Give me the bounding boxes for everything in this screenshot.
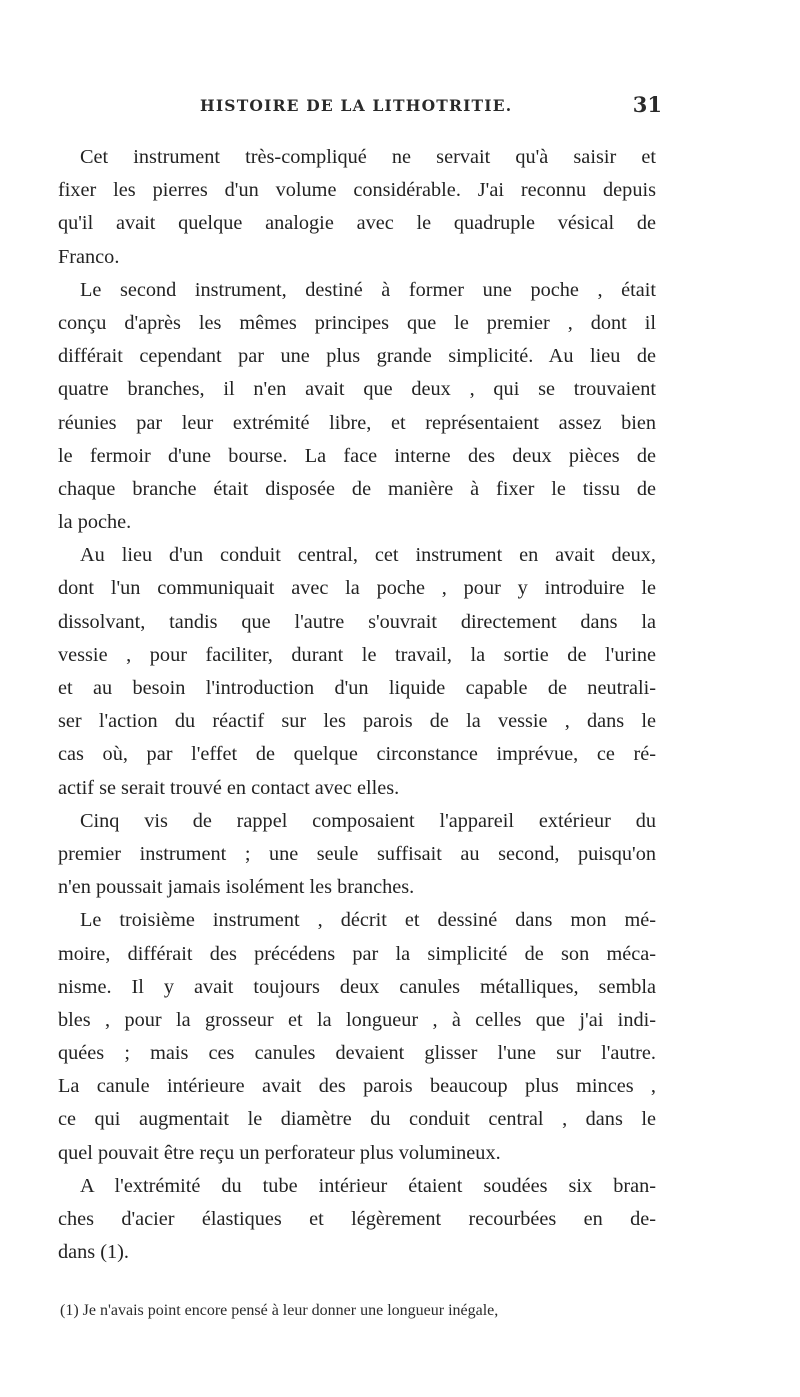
page-number: 31 [632,92,662,117]
text-line: ce qui augmentait le diamètre du conduit central , dans le [58,1108,656,1131]
text-line: dissolvant, tandis que l'autre s'ouvrait directement dans la [58,610,656,633]
text-line: Le troisième instrument , décrit et dessiné dans mon mé- [80,909,656,932]
text-line: nisme. Il y avait toujours deux canules métalliques, sembla [58,975,656,998]
running-title: HISTOIRE DE LA LITHOTRITIE. [200,96,513,115]
text-line: différait cependant par une plus grande simplicité. Au lieu de [58,345,656,368]
text-line: moire, différait des précédens par la simplicité de son méca- [58,942,656,965]
text-line: vessie , pour faciliter, durant le travail, la sortie de l'urine [58,643,656,666]
text-line: bles , pour la grosseur et la longueur , à celles que j'ai indi- [58,1008,656,1031]
text-line: conçu d'après les mêmes principes que le premier , dont il [58,311,656,334]
text-line: Cinq vis de rappel composaient l'appareil extérieur du [80,809,656,832]
text-line: Au lieu d'un conduit central, cet instrument en avait deux, [80,544,656,567]
text-line: fixer les pierres d'un volume considérable. J'ai reconnu depuis [58,179,656,202]
text-line: Cet instrument très-compliqué ne servait qu'à saisir et [80,146,656,168]
body-text [58,141,656,1269]
text-line: Franco. [58,245,120,268]
text-line: n'en poussait jamais isolément les branches. [58,876,415,899]
text-line: A l'extrémité du tube intérieur étaient soudées six bran- [80,1174,656,1197]
text-line: Le second instrument, destiné à former une poche , était [80,278,656,301]
text-line: le fermoir d'une bourse. La face interne des deux pièces de [58,444,656,467]
text-line: réunies par leur extrémité libre, et représentaient assez bien [58,411,656,434]
text-line: dans (1). [58,1241,129,1264]
text-line: dont l'un communiquait avec la poche , pour y introduire le [58,577,656,600]
page-header [196,92,662,124]
text-line: ser l'action du réactif sur les parois de la vessie , dans le [58,710,656,733]
text-line: premier instrument ; une seule suffisait au second, puisqu'on [58,842,656,865]
text-line: la poche. [58,511,132,534]
text-line: quées ; mais ces canules devaient glisser l'une sur l'autre. [58,1042,656,1065]
text-line: qu'il avait quelque analogie avec le quadruple vésical de [58,212,656,235]
text-line: actif se serait trouvé en contact avec elles. [58,776,400,799]
text-line: cas où, par l'effet de quelque circonstance imprévue, ce ré- [58,743,656,766]
text-line: chaque branche était disposée de manière à fixer le tissu de [58,477,656,500]
footnote: (1) Je n'avais point encore pensé à leur donner une longueur inégale, [60,1302,499,1319]
text-line: quel pouvait être reçu un perforateur plus volumineux. [58,1141,501,1164]
text-line: et au besoin l'introduction d'un liquide capable de neutrali- [58,677,656,699]
text-line: quatre branches, il n'en avait que deux , qui se trouvaient [58,378,656,401]
text-line: La canule intérieure avait des parois beaucoup plus minces , [58,1075,656,1098]
text-line: ches d'acier élastiques et légèrement recourbées en de- [58,1208,656,1230]
